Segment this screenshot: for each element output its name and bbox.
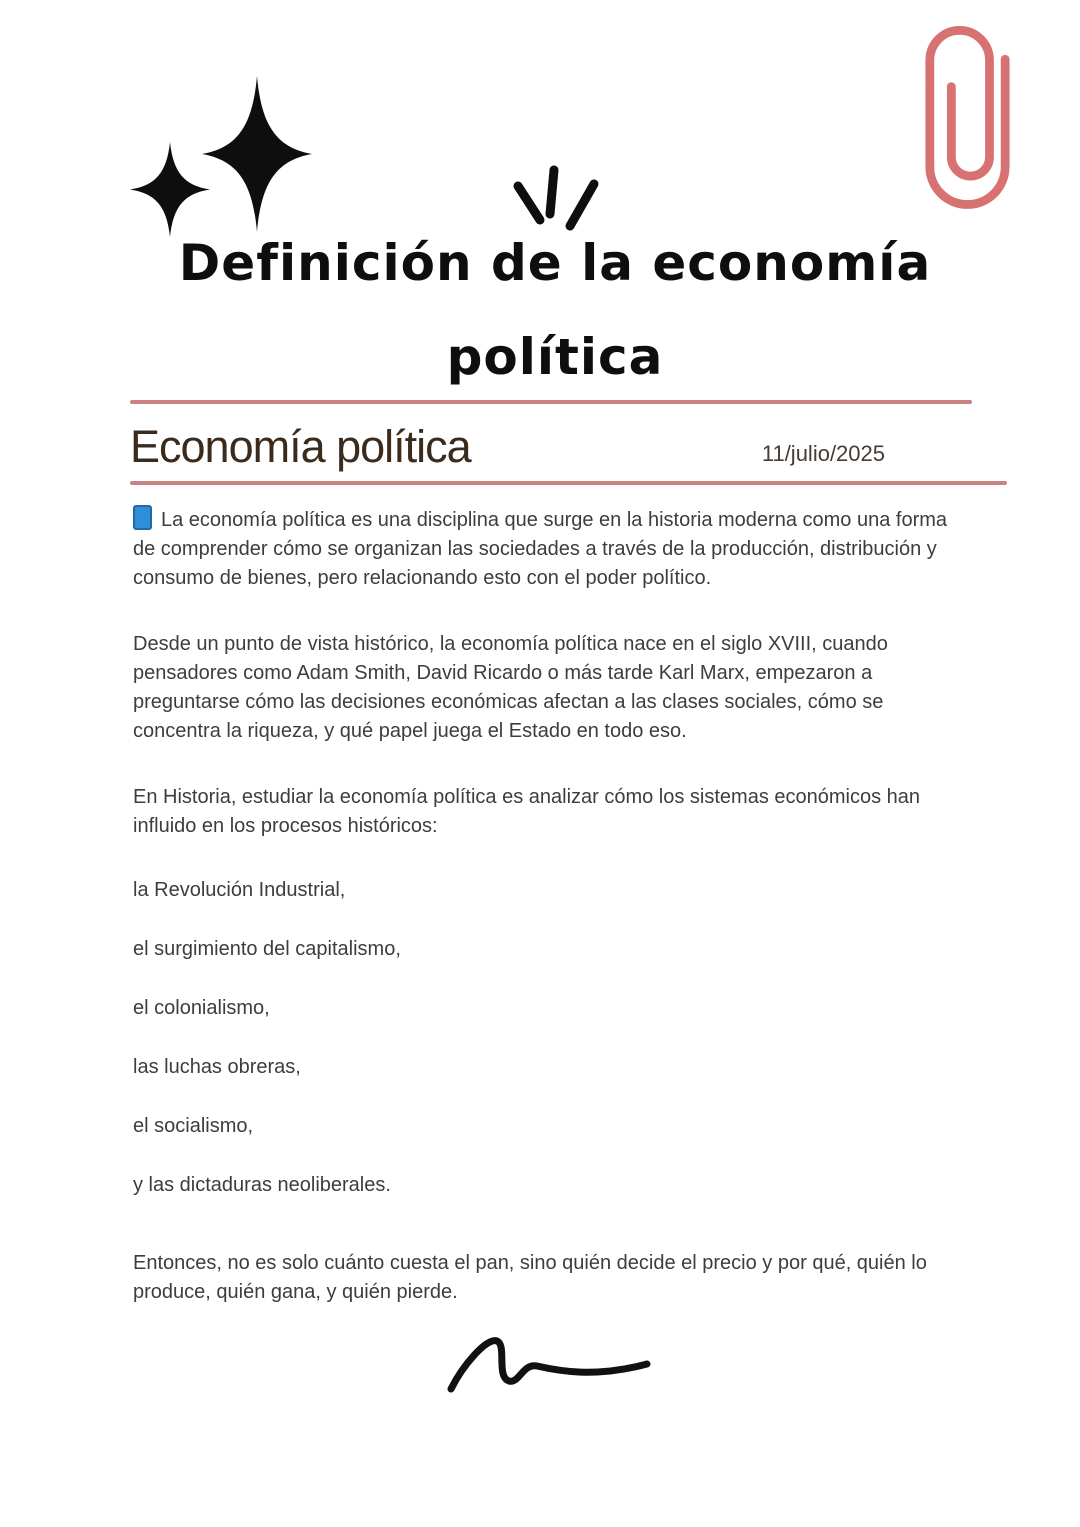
- divider-line: [130, 400, 972, 404]
- intro-paragraph-text: La economía política es una disciplina que surge en la historia moderna como una forma de comprender cómo se organizan las sociedades a través de la producción, distribución y consumo de bienes, pero relacionando esto con el poder político.: [133, 509, 948, 589]
- emphasis-strokes-icon: [508, 164, 604, 236]
- sparkle-icon: [130, 142, 210, 237]
- scribble-icon: [133, 1323, 966, 1410]
- section-heading: Economía política: [130, 421, 471, 472]
- paperclip-icon: [922, 18, 1012, 210]
- list-item: la Revolución Industrial,: [133, 879, 346, 901]
- list-item: el socialismo,: [133, 1115, 254, 1137]
- list-item: y las dictaduras neoliberales.: [133, 1174, 391, 1196]
- document-date: 11/julio/2025: [761, 441, 885, 466]
- paragraph: Desde un punto de vista histórico, la economía política nace en el siglo XVIII, cuando pensadores como Adam Smith, David Ricardo o más tarde Karl Marx, empezaron a preguntarse cómo las decisiones económicas afectan a las clases sociales, cómo se concentra la riqueza, y qué papel juega el Estado en todo eso.: [133, 633, 888, 742]
- list-item: las luchas obreras,: [133, 1056, 301, 1078]
- topic-list: [133, 876, 966, 1200]
- intro-paragraph: [133, 505, 966, 593]
- blue-square-icon: [133, 505, 152, 530]
- page-title-line2: política: [446, 328, 664, 386]
- paragraph: En Historia, estudiar la economía política es analizar cómo los sistemas económicos han influido en los procesos históricos:: [133, 786, 921, 837]
- page-title-line1: Definición de la economía: [178, 234, 932, 292]
- sparkle-icon: [202, 76, 312, 232]
- list-item: el colonialismo,: [133, 997, 270, 1019]
- closing-paragraph: Entonces, no es solo cuánto cuesta el pan, sino quién decide el precio y por qué, quién lo produce, quién gana, y quién pierde.: [133, 1252, 927, 1303]
- list-item: el surgimiento del capitalismo,: [133, 938, 401, 960]
- divider-line: [130, 481, 1007, 485]
- document-body: [133, 505, 966, 1410]
